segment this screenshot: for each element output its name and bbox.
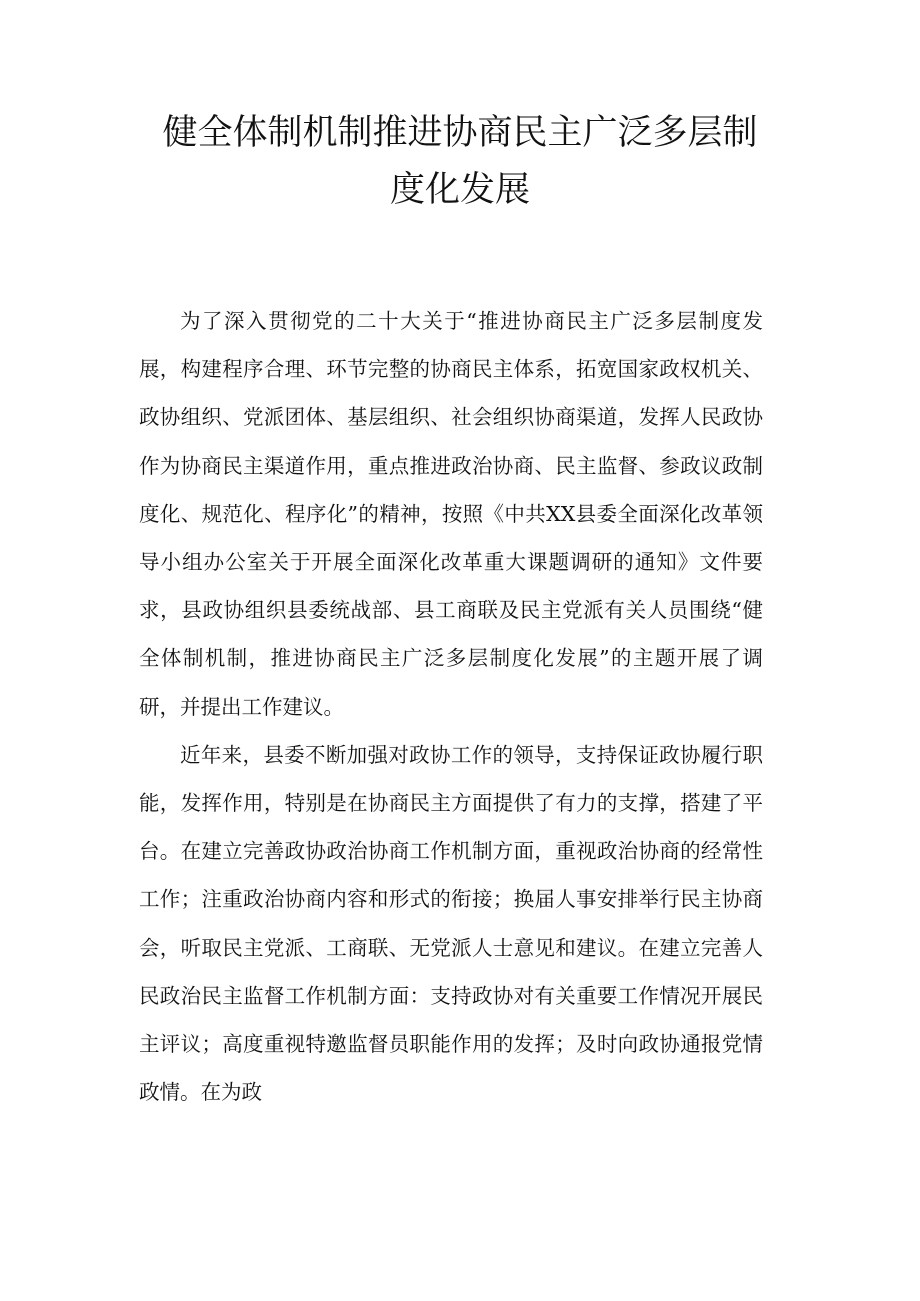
document-body	[139, 297, 763, 1116]
document-title	[150, 105, 770, 219]
paragraph-recent-years: 近年来，县委不断加强对政协工作的领导，支持保证政协履行职能，发挥作用，特别是在协商民主方面提供了有力的支撑，搭建了平台。在建立完善政协政治协商工作机制方面，重视政治协商的经常性工作；注重政治协商内容和形式的衔接；换届人事安排举行民主协商会，听取民主党派、工商联、无党派人士意见和建议。在建立完善人民政治民主监督工作机制方面：支持政协对有关重要工作情况开展民主评议；高度重视特邀监督员职能作用的发挥；及时向政协通报党情政情。在为政	[139, 742, 763, 1105]
paragraph-intro: 为了深入贯彻党的二十大关于“推进协商民主广泛多层制度发展，构建程序合理、环节完整的协商民主体系，拓宽国家政权机关、政协组织、党派团体、基层组织、社会组织协商渠道，发挥人民政协作为协商民主渠道作用，重点推进政治协商、民主监督、参政议政制度化、规范化、程序化”的精神，按照《中共XX县委全面深化改革领导小组办公室关于开展全面深化改革重大课题调研的通知》文件要求，县政协组织县委统战部、县工商联及民主党派有关人员围绕“健全体制机制，推进协商民主广泛多层制度化发展”的主题开展了调研，并提出工作建议。	[139, 309, 763, 719]
title-line-1: 健全体制机制推进协商民主广泛多层制	[162, 113, 758, 153]
title-line-2: 度化发展	[389, 170, 530, 210]
